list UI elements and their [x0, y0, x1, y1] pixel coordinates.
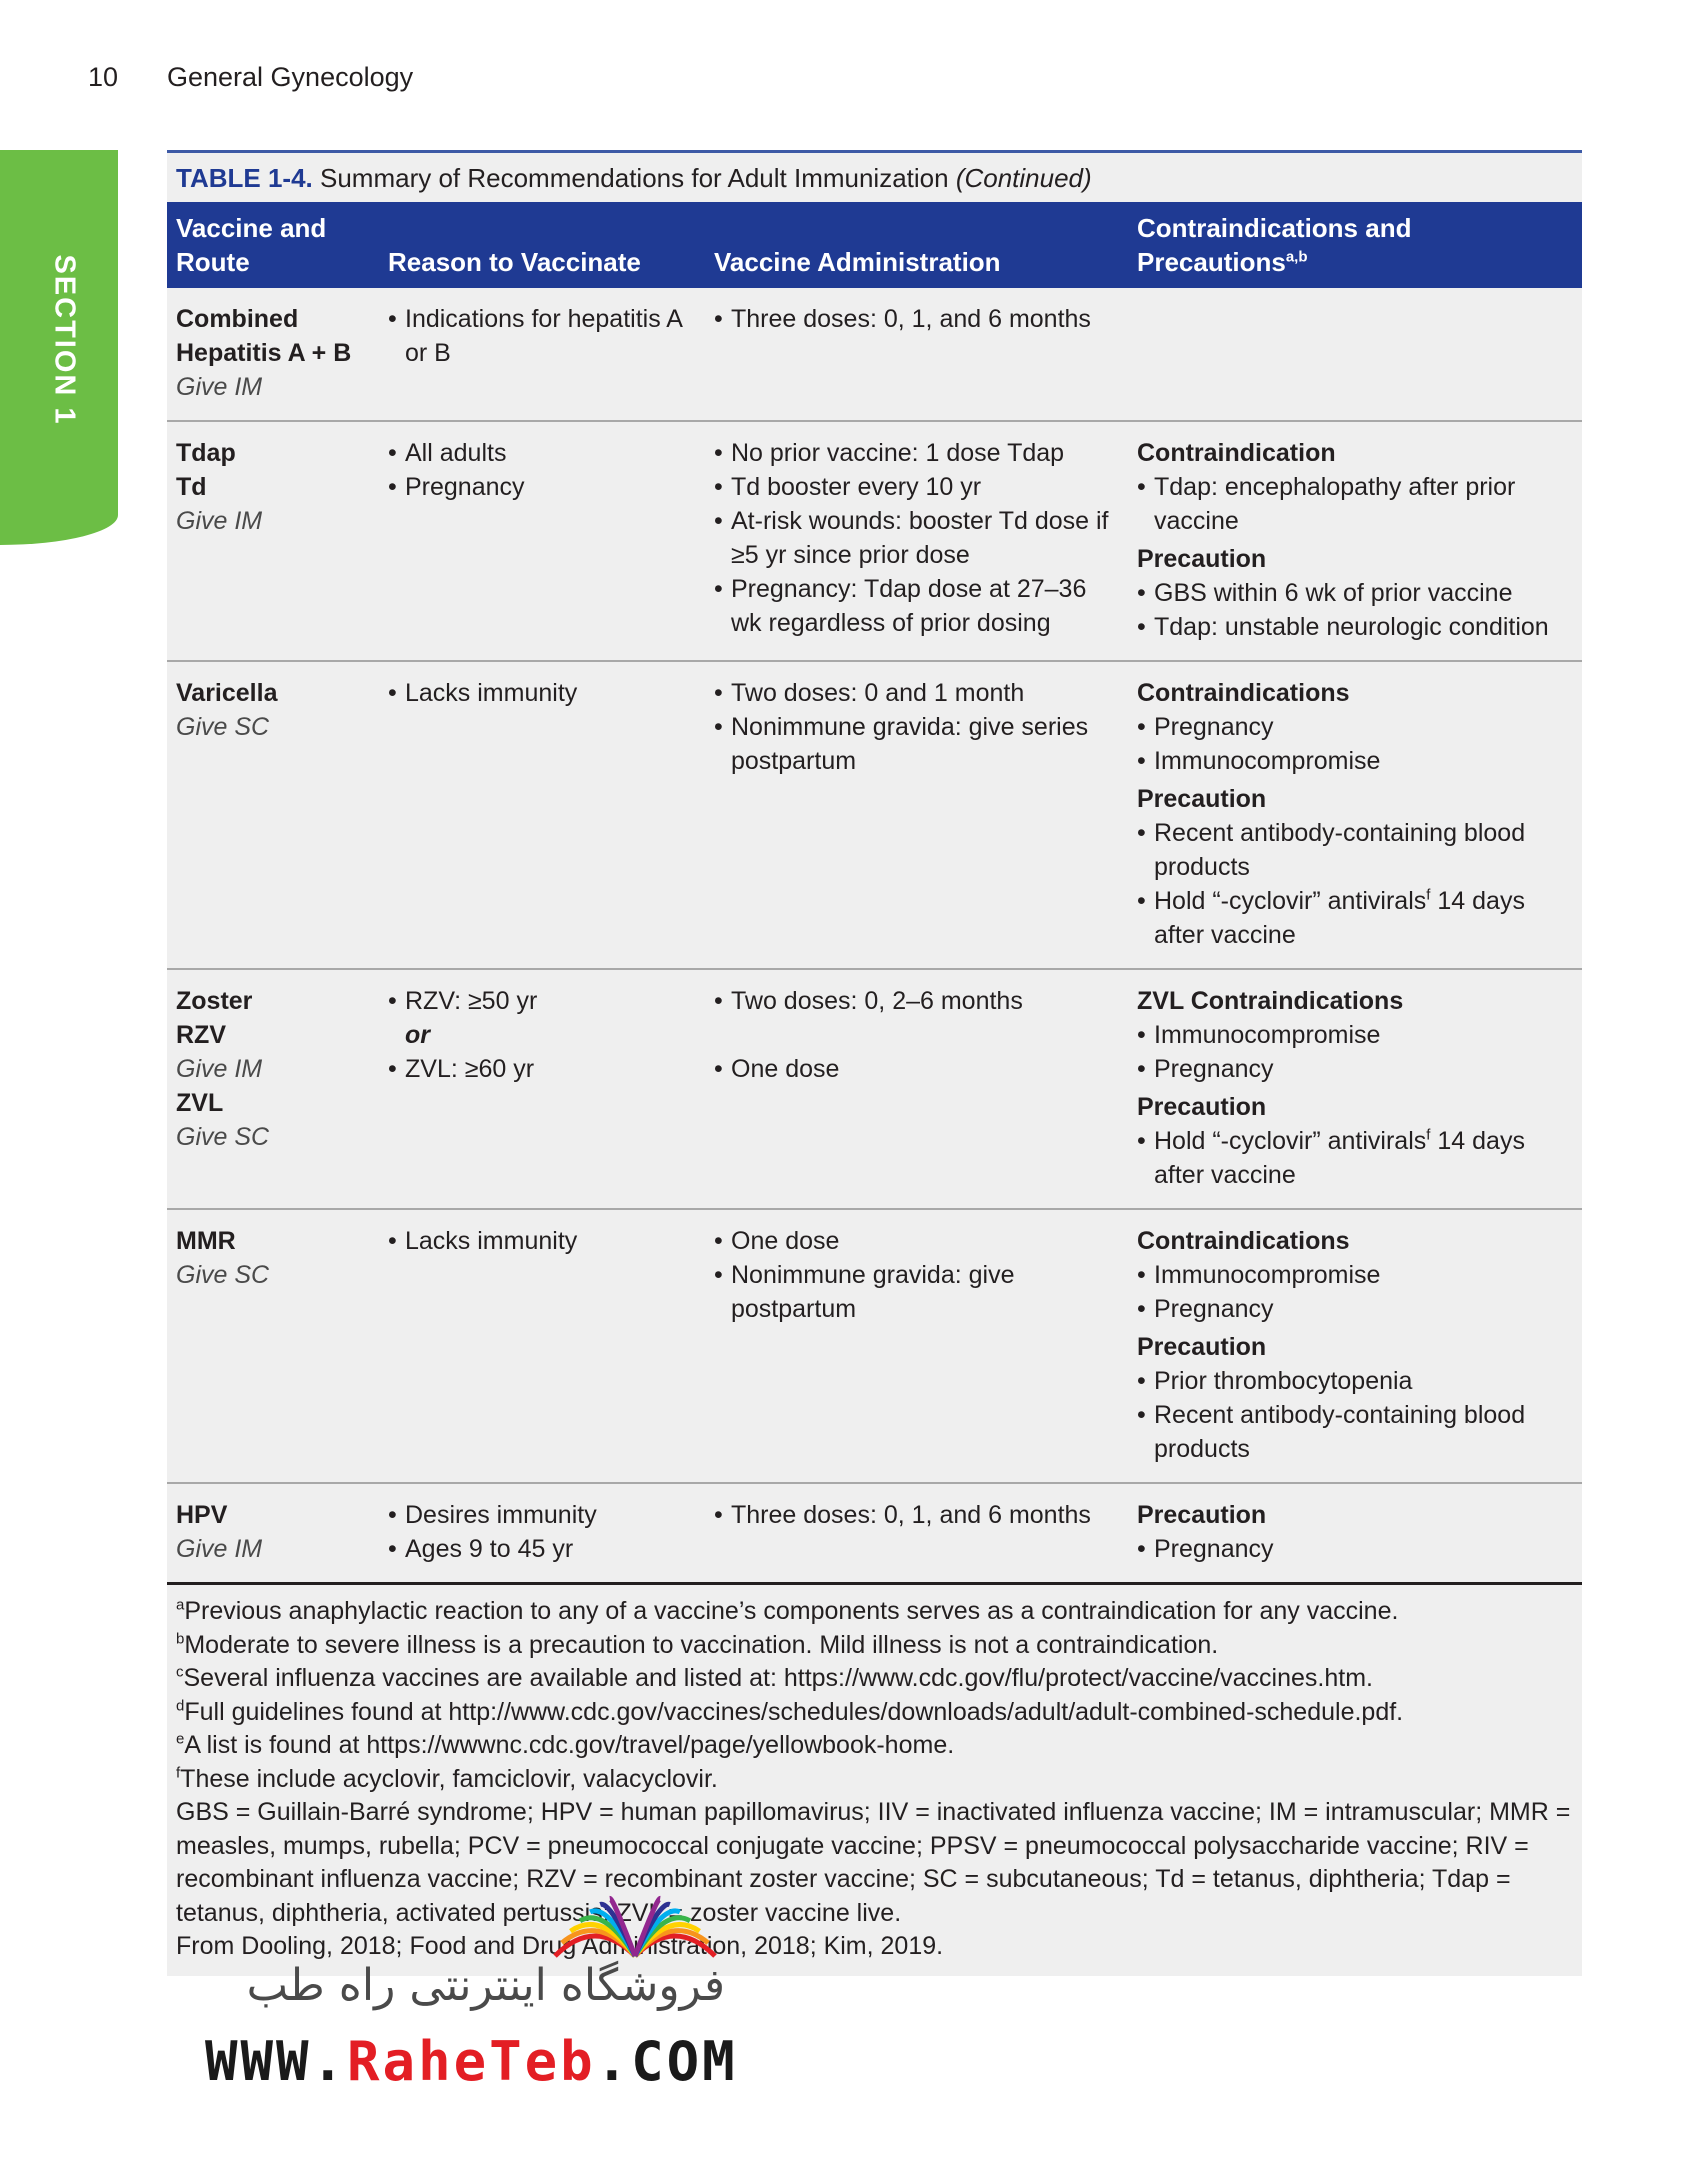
vaccine-name: Tdap [176, 439, 236, 467]
contraindication-item: • Immunocompromise [1137, 1018, 1573, 1052]
vaccine-route: Give IM [176, 1055, 263, 1083]
contraindication-item: • Pregnancy [1137, 710, 1573, 744]
cell-reason [379, 288, 705, 421]
admin-item: • Three doses: 0, 1, and 6 months [714, 1498, 1119, 1532]
contraindication-item: • Immunocompromise [1137, 744, 1573, 778]
admin-item: • Pregnancy: Tdap dose at 27–36 wk regardless of prior dosing [714, 572, 1119, 640]
header-administration: Vaccine Administration [705, 202, 1128, 288]
vaccine-route: Give IM [176, 507, 263, 535]
reason-item: • Lacks immunity [388, 1224, 696, 1258]
footnote-text: Several influenza vaccines are available and listed at: https://www.cdc.gov/flu/protect/vaccine/vaccines.htm. [183, 1664, 1373, 1692]
reason-item: • All adults [388, 436, 696, 470]
reason-item: • Pregnancy [388, 470, 696, 504]
precaution-text: Hold “-cyclovir” antivirals [1154, 1127, 1427, 1155]
footnote [176, 1595, 1573, 1629]
table-row [167, 969, 1582, 1209]
header-contra-label: Contraindications and Precautions [1137, 213, 1412, 277]
header-contraindications [1128, 202, 1582, 288]
footnote-marker: e [176, 1730, 185, 1748]
book-fan [555, 1898, 715, 1956]
vaccine-route: Give SC [176, 1261, 270, 1289]
precaution-item: • Pregnancy [1137, 1532, 1573, 1566]
vaccine-name: MMR [176, 1227, 236, 1255]
immunization-table [167, 202, 1582, 1585]
table-caption [167, 153, 1582, 202]
precaution-item: • Tdap: unstable neurologic condition [1137, 610, 1573, 644]
cell-administration [705, 288, 1128, 421]
header-reason: Reason to Vaccinate [379, 202, 705, 288]
footnote-text: A list is found at https://wwwnc.cdc.gov/travel/page/yellowbook-home. [184, 1731, 955, 1759]
contraindication-heading: Contraindication [1137, 439, 1336, 467]
vaccine-name: RZV [176, 1021, 226, 1049]
contraindication-heading: Contraindications [1137, 679, 1350, 707]
table-row [167, 1209, 1582, 1483]
reason-item: • ZVL: ≥60 yr [388, 1052, 696, 1086]
admin-item: • One dose [714, 1224, 1119, 1258]
admin-item: • Two doses: 0, 2–6 months [714, 984, 1119, 1018]
vaccine-route: Give SC [176, 1123, 270, 1151]
header-contra-footnote: a,b [1285, 248, 1308, 266]
footnote [176, 1696, 1573, 1730]
vaccine-name: Hepatitis A + B [176, 339, 352, 367]
vaccine-route: Give IM [176, 373, 263, 401]
precaution-item: • Recent antibody-containing blood products [1137, 1398, 1573, 1466]
cell-vaccine [167, 969, 379, 1209]
admin-item: • Nonimmune gravida: give postpartum [714, 1258, 1119, 1326]
footnote-marker: d [176, 1697, 185, 1715]
footnote-marker: f [176, 1764, 181, 1782]
footnote-marker: a [176, 1596, 185, 1614]
footnote [176, 1729, 1573, 1763]
cell-contraindications [1128, 288, 1582, 421]
cell-vaccine [167, 1483, 379, 1584]
or-connector: or [405, 1021, 430, 1049]
table-footnotes [167, 1585, 1582, 1976]
cell-reason [379, 661, 705, 969]
section-tab-label: SECTION 1 [48, 254, 81, 426]
precaution-item [1137, 884, 1573, 952]
contraindication-item: • Tdap: encephalopathy after prior vaccine [1137, 470, 1573, 538]
admin-item: • One dose [714, 1052, 1119, 1086]
cell-reason [379, 969, 705, 1209]
watermark-url-suffix: .COM [595, 2030, 738, 2093]
cell-vaccine [167, 421, 379, 661]
table-continued: (Continued) [955, 163, 1092, 193]
admin-item: • At-risk wounds: booster Td dose if ≥5 yr since prior dose [714, 504, 1119, 572]
vaccine-route: Give SC [176, 713, 270, 741]
footnote-text: Full guidelines found at http://www.cdc.gov/vaccines/schedules/downloads/adult/adult-combined-schedule.pdf. [184, 1697, 1404, 1726]
precaution-text-tail: 14 days after vaccine [1154, 887, 1525, 949]
vaccine-name: Combined [176, 305, 299, 333]
reason-item: • RZV: ≥50 yr [388, 984, 696, 1018]
precaution-item: • Prior thrombocytopenia [1137, 1364, 1573, 1398]
precaution-heading: Precaution [1137, 1093, 1267, 1121]
precaution-item: • Recent antibody-containing blood products [1137, 816, 1573, 884]
contraindication-item: • Immunocompromise [1137, 1258, 1573, 1292]
watermark-persian-text: فروشگاه اینترنتی راه طب [246, 1960, 725, 2011]
precaution-heading: Precaution [1137, 545, 1267, 573]
table-title: Summary of Recommendations for Adult Immunization [312, 163, 956, 193]
vaccine-name: ZVL [176, 1089, 224, 1117]
footnote [176, 1629, 1573, 1663]
table-header-row [167, 202, 1582, 288]
watermark-url [205, 2030, 738, 2093]
precaution-heading: Precaution [1137, 785, 1267, 813]
cell-contraindications [1128, 661, 1582, 969]
cell-administration [705, 1209, 1128, 1483]
abbreviations: GBS = Guillain-Barré syndrome; HPV = human papillomavirus; IIV = inactivated influenza vaccine; IM = intramuscular; MMR = measles, mumps, rubella; PCV = pneumococcal conjugate vaccine; PPSV = pneumococcal polysaccharide vaccine; RIV = recombinant influenza vaccine; RZV = recombinant zoster vaccine; SC = subcutaneous; Td = tetanus, diphtheria; Tdap = tetanus, diphtheria, activated pertussis; ZVL = zoster vaccine live. [176, 1798, 1571, 1927]
admin-item: • No prior vaccine: 1 dose Tdap [714, 436, 1119, 470]
footnote [176, 1662, 1573, 1696]
reason-item: • Ages 9 to 45 yr [388, 1532, 696, 1566]
footnote-text: Moderate to severe illness is a precaution to vaccination. Mild illness is not a contraindication. [184, 1630, 1219, 1659]
reason-item: • Lacks immunity [388, 676, 696, 710]
footnote [176, 1763, 1573, 1797]
vaccine-name: Td [176, 473, 207, 501]
cell-administration [705, 661, 1128, 969]
running-head: General Gynecology [167, 62, 414, 92]
precaution-item [1137, 1124, 1573, 1192]
precaution-heading: Precaution [1137, 1333, 1267, 1361]
table-row [167, 421, 1582, 661]
cell-vaccine [167, 661, 379, 969]
footnote-marker: f [1426, 1126, 1431, 1144]
vaccine-name: HPV [176, 1501, 228, 1529]
footnote-text: Previous anaphylactic reaction to any of a vaccine’s components serves as a contraindication for any vaccine. [184, 1597, 1399, 1625]
admin-item: • Nonimmune gravida: give series postpartum [714, 710, 1119, 778]
cell-administration [705, 1483, 1128, 1584]
book-logo-icon [540, 1872, 730, 1960]
cell-contraindications [1128, 421, 1582, 661]
cell-reason [379, 1209, 705, 1483]
footnote-marker: b [176, 1630, 185, 1648]
admin-item: • Td booster every 10 yr [714, 470, 1119, 504]
precaution-text: Hold “-cyclovir” antivirals [1154, 887, 1427, 915]
watermark-url-brand: RaheTeb [347, 2030, 596, 2093]
cell-reason [379, 1483, 705, 1584]
vaccine-route: Give IM [176, 1535, 263, 1563]
cell-administration [705, 421, 1128, 661]
contraindication-heading: ZVL Contraindications [1137, 987, 1404, 1015]
row-spacer [714, 1018, 1119, 1052]
page-number: 10 [88, 62, 119, 92]
footnote-text: These include acyclovir, famciclovir, valacyclovir. [180, 1764, 718, 1793]
vaccine-name: Varicella [176, 679, 278, 707]
contraindication-item: • Pregnancy [1137, 1052, 1573, 1086]
precaution-item: • GBS within 6 wk of prior vaccine [1137, 576, 1573, 610]
cell-reason [379, 421, 705, 661]
cell-contraindications [1128, 1209, 1582, 1483]
reason-item: • Desires immunity [388, 1498, 696, 1532]
source-note: From Dooling, 2018; Food and Drug Administration, 2018; Kim, 2019. [176, 1932, 944, 1960]
footnote-marker: c [176, 1663, 184, 1681]
vaccine-name: Zoster [176, 987, 253, 1015]
cell-vaccine [167, 1209, 379, 1483]
admin-item: • Two doses: 0 and 1 month [714, 676, 1119, 710]
reason-item: • Indications for hepatitis A or B [388, 302, 696, 370]
table-number: TABLE 1-4. [176, 163, 313, 193]
table-row [167, 1483, 1582, 1584]
immunization-table-block [167, 150, 1582, 1976]
precaution-text-tail: 14 days after vaccine [1154, 1127, 1525, 1189]
cell-contraindications [1128, 969, 1582, 1209]
cell-administration [705, 969, 1128, 1209]
footnote-marker: f [1426, 886, 1431, 904]
header-vaccine-route: Vaccine and Route [167, 202, 379, 288]
cell-contraindications [1128, 1483, 1582, 1584]
cell-vaccine [167, 288, 379, 421]
table-row [167, 661, 1582, 969]
watermark-url-prefix: WWW. [205, 2030, 348, 2093]
contraindication-item: • Pregnancy [1137, 1292, 1573, 1326]
contraindication-heading: Contraindications [1137, 1227, 1350, 1255]
admin-item: • Three doses: 0, 1, and 6 months [714, 302, 1119, 336]
table-row [167, 288, 1582, 421]
precaution-heading: Precaution [1137, 1501, 1267, 1529]
